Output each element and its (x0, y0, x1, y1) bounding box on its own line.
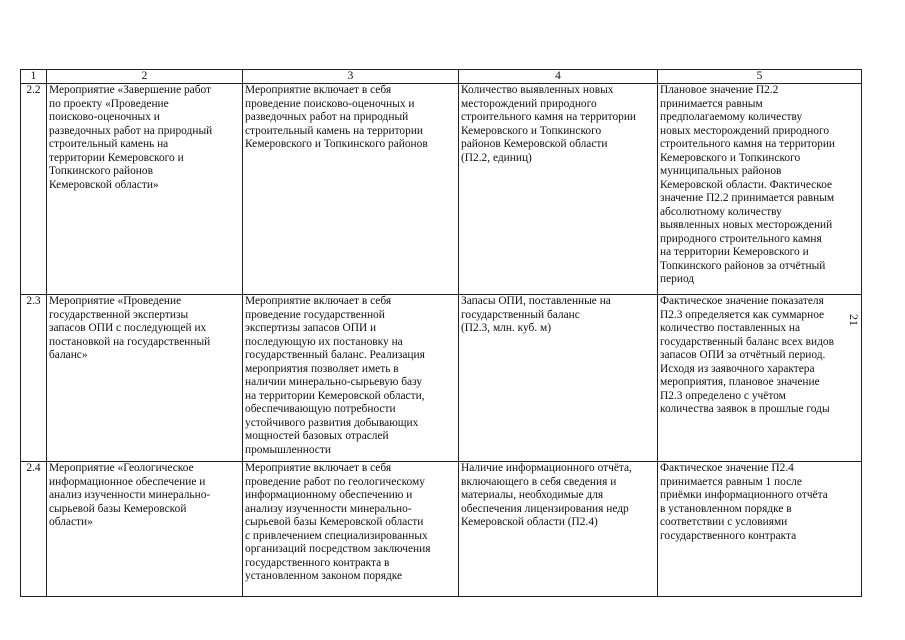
column-header: 1 (21, 70, 47, 84)
measure-description: Мероприятие включает в себя проведение государственной экспертизы запасов ОПИ и последующую их постановку на государственный баланс. Реализация мероприятия позволяет иметь в наличии минерально-сырьевую базу на территории Кемеровской области, обеспечивающую потребности устойчивого развития добывающих мощностей базовых отраслей промышленности (243, 295, 459, 462)
indicator-method: Плановое значение П2.2 принимается равным предполагаемому количеству новых месторождений природного строительного камня на территории Кемеровского и Топкинского муниципальных районов Кемеровской области. Фактическое значение П2.2 принимается равным абсолютному количеству выявленных новых месторождений природного строительного камня на территории Кемеровского и Топкинского районов за отчётный период (658, 84, 862, 295)
indicator-method: Фактическое значение показателя П2.3 определяется как суммарное количество поставленных на государственный баланс всех видов запасов ОПИ за отчётный период. Исходя из заявочного характера мероприятия, плановое значение П2.3 определено с учётом количества заявок в прошлые годы (658, 295, 862, 462)
indicator-method: Фактическое значение П2.4 принимается равным 1 после приёмки информационного отчёта в установленном порядке в соответствии с условиями государственного контракта (658, 462, 862, 597)
table-row (21, 84, 862, 295)
measure-description: Мероприятие включает в себя проведение поисково-оценочных и разведочных работ на природный строительный камень на территории Кемеровского и Топкинского районов (243, 84, 459, 295)
measure-name: Мероприятие «Завершение работ по проекту «Проведение поисково-оценочных и разведочных работ на природный строительный камень на территории Кемеровского и Топкинского районов Кемеровской области» (47, 84, 243, 295)
indicator-name: Запасы ОПИ, поставленные на государственный баланс (П2.3, млн. куб. м) (459, 295, 658, 462)
row-number: 2.4 (21, 462, 47, 597)
table-row (21, 462, 862, 597)
column-header: 3 (243, 70, 459, 84)
table-row (21, 295, 862, 462)
row-number: 2.3 (21, 295, 47, 462)
measures-table (20, 69, 862, 597)
indicator-name: Количество выявленных новых месторождений природного строительного камня на территории Кемеровского и Топкинского районов Кемеровской области (П2.2, единиц) (459, 84, 658, 295)
indicator-name: Наличие информационного отчёта, включающего в себя сведения и материалы, необходимые для обеспечения лицензирования недр Кемеровской области (П2.4) (459, 462, 658, 597)
table-header-row (21, 70, 862, 84)
measure-name: Мероприятие «Проведение государственной экспертизы запасов ОПИ с последующей их постановкой на государственный баланс» (47, 295, 243, 462)
column-header: 2 (47, 70, 243, 84)
column-header: 5 (658, 70, 862, 84)
page-number: 21 (847, 314, 861, 326)
measure-description: Мероприятие включает в себя проведение работ по геологическому информационному обеспечению и анализу изученности минерально- сырьевой базы Кемеровской области с привлечением специализированных организаций посредством заключения государственного контракта в установленном законом порядке (243, 462, 459, 597)
measure-name: Мероприятие «Геологическое информационное обеспечение и анализ изученности минерально- сырьевой базы Кемеровской области» (47, 462, 243, 597)
row-number: 2.2 (21, 84, 47, 295)
column-header: 4 (459, 70, 658, 84)
